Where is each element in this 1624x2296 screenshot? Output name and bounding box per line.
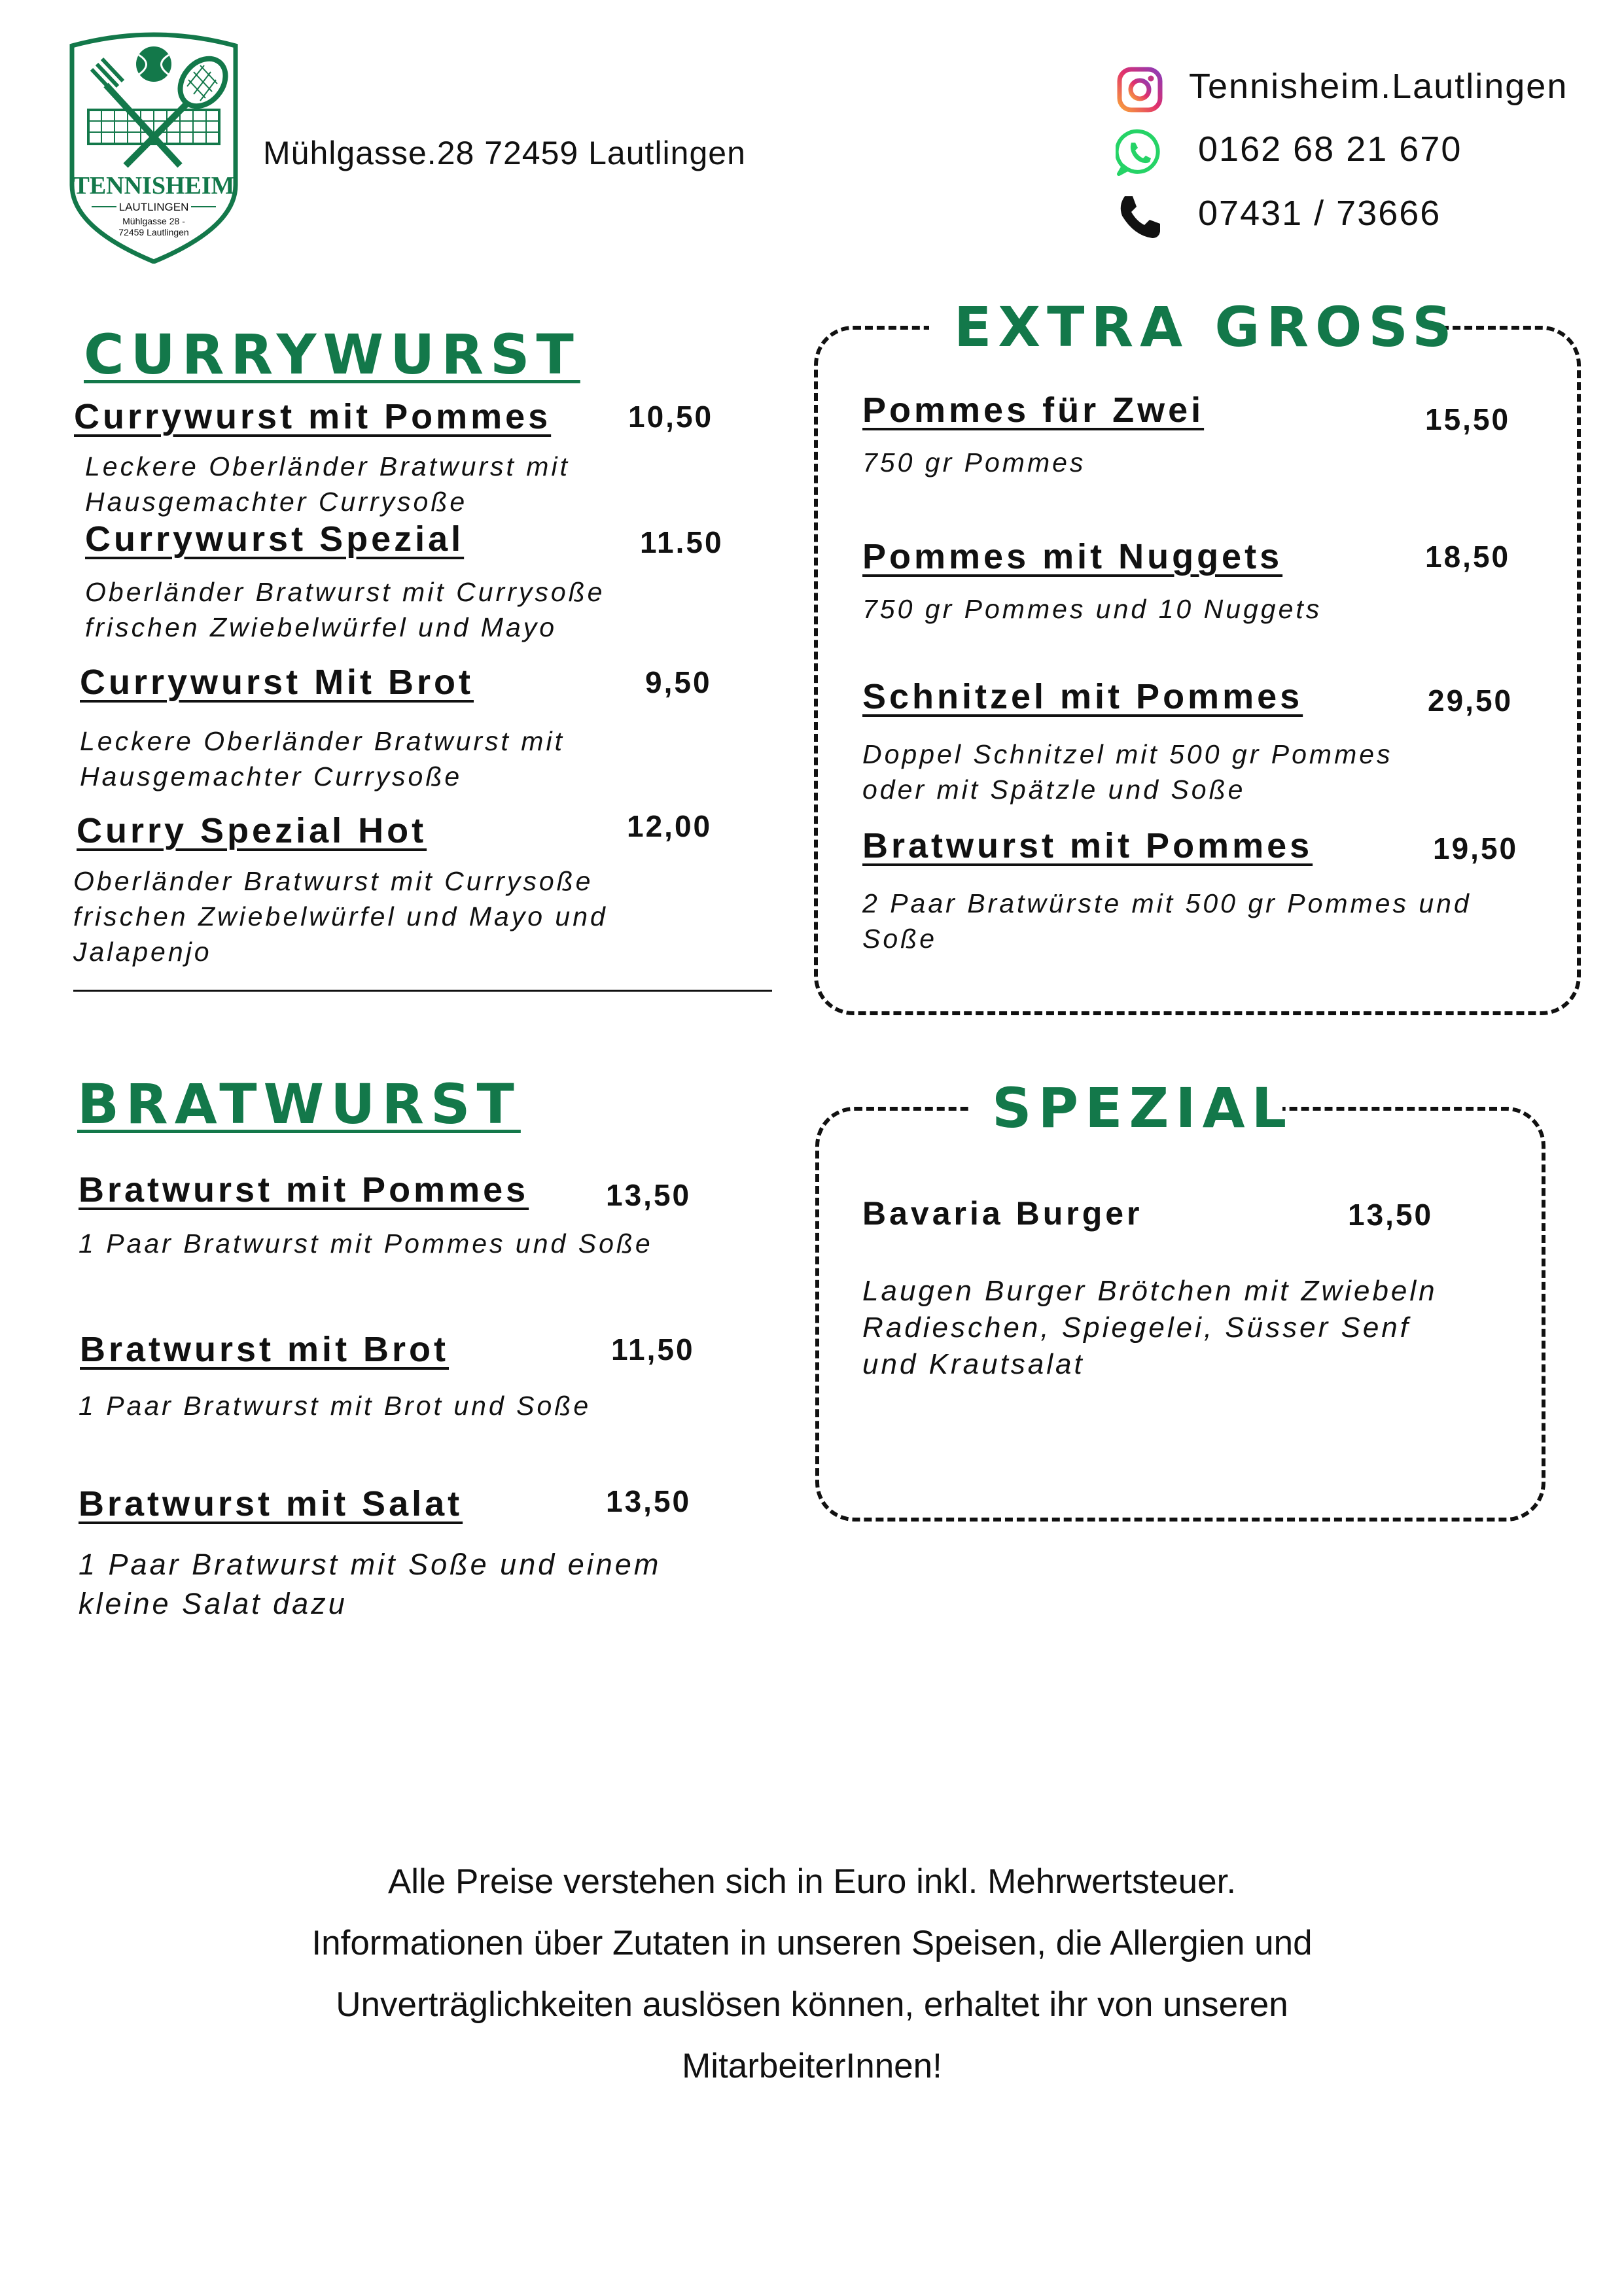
bratwurst-title: BRATWURST xyxy=(77,1072,521,1136)
bratwurst-item-2-desc: 1 Paar Bratwurst mit Brot und Soße xyxy=(79,1391,591,1421)
bratwurst-item-2-name: Bratwurst mit Brot xyxy=(80,1330,450,1369)
instagram-handle: Tennisheim.Lautlingen xyxy=(1189,67,1568,106)
svg-text:TENNISHEIM: TENNISHEIM xyxy=(73,172,235,200)
whatsapp-icon xyxy=(1116,128,1164,177)
instagram-contact[interactable] xyxy=(1116,60,1613,113)
svg-text:72459 Lautlingen: 72459 Lautlingen xyxy=(118,227,189,237)
currywurst-item-1-price: 10,50 xyxy=(628,400,714,434)
address: Mühlgasse.28 72459 Lautlingen xyxy=(263,135,746,171)
instagram-icon xyxy=(1116,65,1164,114)
currywurst-item-2-desc: Oberländer Bratwurst mit Currysoße frischen Zwiebelwürfel und Mayo xyxy=(85,577,605,642)
extra-gross-item-1-name: Pommes für Zwei xyxy=(862,391,1205,430)
currywurst-item-3-name: Currywurst Mit Brot xyxy=(80,663,474,702)
bratwurst-item-1-price: 13,50 xyxy=(606,1178,692,1212)
whatsapp-contact[interactable] xyxy=(1116,123,1613,175)
whatsapp-number: 0162 68 21 670 xyxy=(1198,130,1462,169)
currywurst-item-1-desc: Leckere Oberländer Bratwurst mit Hausgemachter Currysoße xyxy=(85,451,570,517)
bratwurst-item-1-desc: 1 Paar Bratwurst mit Pommes und Soße xyxy=(79,1228,653,1259)
extra-gross-item-4-desc: 2 Paar Bratwürste mit 500 gr Pommes und Soße xyxy=(862,888,1472,954)
bratwurst-item-3-desc: 1 Paar Bratwurst mit Soße und einem kleine Salat dazu xyxy=(79,1548,662,1620)
extra-gross-item-1-price: 15,50 xyxy=(1425,402,1511,436)
currywurst-item-3-price: 9,50 xyxy=(645,665,712,699)
extra-gross-item-4-name: Bratwurst mit Pommes xyxy=(862,826,1313,865)
extra-gross-title: EXTRA GROSS xyxy=(954,295,1458,359)
extra-gross-item-2-name: Pommes mit Nuggets xyxy=(862,537,1283,576)
phone-contact[interactable] xyxy=(1116,187,1613,239)
phone-icon xyxy=(1116,192,1164,241)
extra-gross-item-3-price: 29,50 xyxy=(1428,684,1513,718)
tennisheim-logo xyxy=(65,31,242,264)
currywurst-item-2-name: Currywurst Spezial xyxy=(85,519,465,559)
spezial-item-1-name: Bavaria Burger xyxy=(862,1195,1143,1232)
currywurst-item-2-price: 11.50 xyxy=(640,525,724,559)
footer-notice: Alle Preise verstehen sich in Euro inkl. Mehrwertsteuer. Informationen über Zutaten in unseren Speisen, die Allergien und Unverträglichkeiten auslösen können, erhaltet ihr von unseren MitarbeiterInnen! xyxy=(311,1862,1313,2085)
phone-number: 07431 / 73666 xyxy=(1198,194,1441,233)
currywurst-item-4-price: 12,00 xyxy=(627,809,713,843)
extra-gross-item-2-price: 18,50 xyxy=(1425,540,1511,574)
bratwurst-item-3-name: Bratwurst mit Salat xyxy=(79,1484,463,1523)
svg-text:LAUTLINGEN: LAUTLINGEN xyxy=(118,201,189,213)
currywurst-item-4-desc: Oberländer Bratwurst mit Currysoße frischen Zwiebelwürfel und Mayo und Jalapenjo xyxy=(73,866,608,967)
svg-text:Mühlgasse 28 -: Mühlgasse 28 - xyxy=(122,216,185,226)
extra-gross-item-2-desc: 750 gr Pommes und 10 Nuggets xyxy=(862,594,1322,624)
bratwurst-item-2-price: 11,50 xyxy=(611,1332,695,1366)
currywurst-title: CURRYWURST xyxy=(84,322,580,387)
bratwurst-item-1-name: Bratwurst mit Pommes xyxy=(79,1170,529,1209)
spezial-item-1-price: 13,50 xyxy=(1348,1198,1434,1232)
bratwurst-item-3-price: 13,50 xyxy=(606,1484,692,1518)
extra-gross-item-1-desc: 750 gr Pommes xyxy=(862,447,1086,478)
extra-gross-item-3-name: Schnitzel mit Pommes xyxy=(862,677,1303,716)
currywurst-item-3-desc: Leckere Oberländer Bratwurst mit Hausgemachter Currysoße xyxy=(80,726,565,791)
spezial-item-1-desc: Laugen Burger Brötchen mit Zwiebeln Radieschen, Spiegelei, Süsser Senf und Krautsalat xyxy=(862,1275,1438,1380)
section-divider xyxy=(73,990,772,992)
currywurst-item-4-name: Curry Spezial Hot xyxy=(77,811,427,850)
currywurst-item-1-name: Currywurst mit Pommes xyxy=(74,397,552,436)
extra-gross-item-3-desc: Doppel Schnitzel mit 500 gr Pommes oder mit Spätzle und Soße xyxy=(862,739,1393,805)
extra-gross-item-4-price: 19,50 xyxy=(1433,831,1519,865)
spezial-title: SPEZIAL xyxy=(992,1076,1294,1140)
